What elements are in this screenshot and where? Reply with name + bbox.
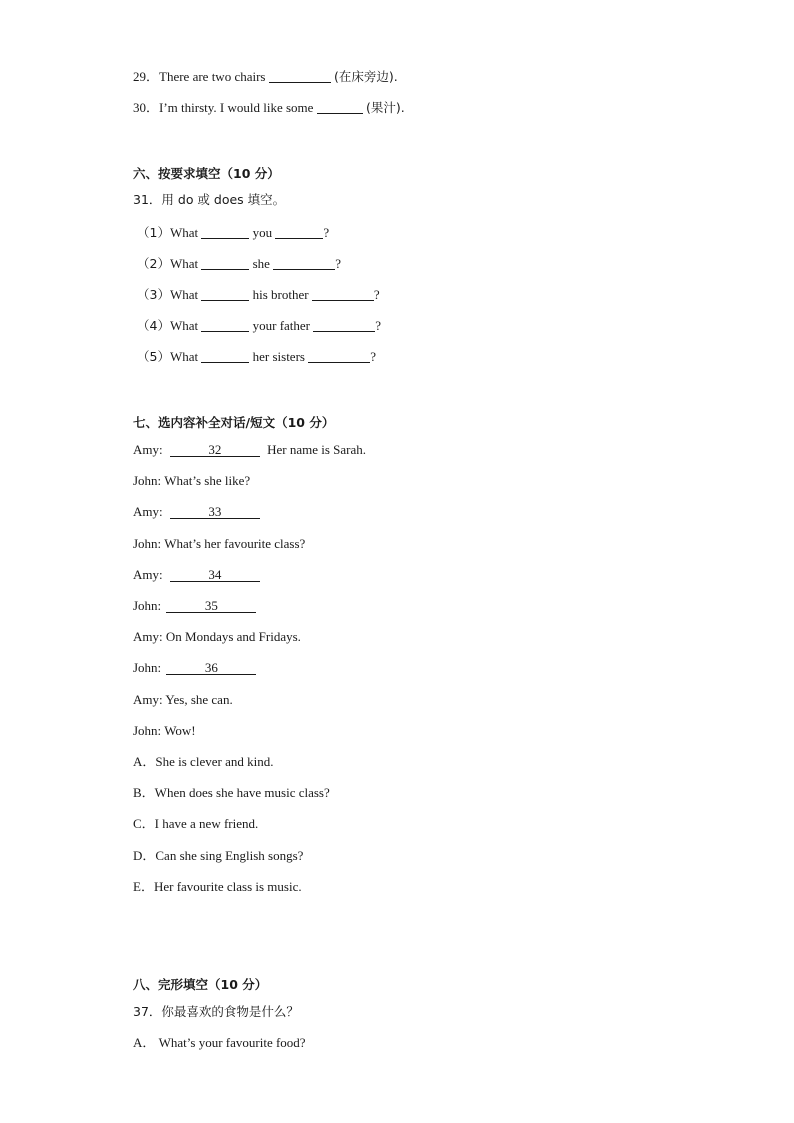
sub-end: ? bbox=[373, 287, 380, 302]
hint: (果汁). bbox=[365, 100, 405, 115]
answer-blank[interactable] bbox=[275, 225, 323, 239]
dialogue-line bbox=[133, 722, 196, 740]
section-6-title: 六、按要求填空（10 分） bbox=[133, 166, 280, 181]
sub-end: ? bbox=[370, 349, 376, 364]
answer-blank[interactable] bbox=[308, 349, 370, 363]
speaker: John: bbox=[133, 598, 162, 613]
dialogue-text: Wow! bbox=[164, 723, 196, 738]
answer-blank[interactable] bbox=[201, 349, 249, 363]
dialogue-text: Her name is Sarah. bbox=[267, 442, 367, 457]
speaker: John: bbox=[133, 660, 162, 675]
dialogue-text: What’s she like? bbox=[164, 473, 251, 488]
answer-blank[interactable] bbox=[201, 225, 249, 239]
answer-blank[interactable] bbox=[170, 568, 260, 582]
answer-blank[interactable] bbox=[170, 443, 260, 457]
dialogue-line bbox=[133, 597, 256, 615]
section-8-title: 八、完形填空（10 分） bbox=[133, 977, 268, 992]
question-number: 29． bbox=[133, 69, 160, 84]
option-letter: C． bbox=[133, 816, 155, 831]
dialogue-text: On Mondays and Fridays. bbox=[165, 629, 301, 644]
blank-number: 34 bbox=[208, 567, 222, 582]
option-text: She is clever and kind. bbox=[155, 754, 274, 769]
option-letter: B． bbox=[133, 785, 155, 800]
answer-blank[interactable] bbox=[313, 318, 375, 332]
blank-number: 32 bbox=[208, 442, 222, 457]
dialogue-line bbox=[133, 441, 366, 459]
question-37-option-a[interactable] bbox=[133, 1034, 306, 1052]
answer-blank[interactable] bbox=[273, 256, 335, 270]
sub-question-4 bbox=[137, 316, 381, 335]
option-d[interactable] bbox=[133, 847, 303, 865]
answer-blank[interactable] bbox=[201, 256, 249, 270]
sub-text: What bbox=[169, 225, 199, 240]
sub-text: his brother bbox=[252, 287, 309, 302]
answer-blank[interactable] bbox=[201, 287, 249, 301]
option-text: Can she sing English songs? bbox=[155, 848, 304, 863]
sub-text: you bbox=[252, 225, 273, 240]
option-text: Her favourite class is music. bbox=[153, 879, 302, 894]
speaker: John: bbox=[133, 473, 162, 488]
option-letter: D． bbox=[133, 848, 156, 863]
option-b[interactable] bbox=[133, 784, 330, 802]
sub-text: she bbox=[252, 256, 270, 271]
sub-question-3 bbox=[137, 285, 380, 304]
sub-text: What bbox=[169, 287, 199, 302]
sub-end: ? bbox=[335, 256, 341, 271]
option-letter: A． bbox=[133, 1035, 156, 1050]
question-29 bbox=[133, 67, 398, 86]
dialogue-line bbox=[133, 659, 256, 677]
section-7-title: 七、选内容补全对话/短文（10 分） bbox=[133, 415, 335, 430]
sub-text: What bbox=[169, 318, 199, 333]
speaker: Amy: bbox=[133, 629, 163, 644]
option-text: What’s your favourite food? bbox=[158, 1035, 306, 1050]
question-number: 30． bbox=[133, 100, 160, 115]
question-text: There are two chairs bbox=[159, 69, 266, 84]
answer-blank[interactable] bbox=[166, 599, 256, 613]
answer-blank[interactable] bbox=[201, 318, 249, 332]
sub-end: ? bbox=[323, 225, 330, 240]
sub-text: her sisters bbox=[252, 349, 305, 364]
option-text: When does she have music class? bbox=[154, 785, 330, 800]
speaker: Amy: bbox=[133, 567, 163, 582]
blank-number: 36 bbox=[204, 660, 218, 675]
answer-blank[interactable] bbox=[312, 287, 374, 301]
dialogue-line bbox=[133, 472, 250, 490]
dialogue-line bbox=[133, 628, 301, 646]
dialogue-line bbox=[133, 691, 233, 709]
dialogue-line bbox=[133, 566, 260, 584]
dialogue-line bbox=[133, 535, 305, 553]
sub-number: （5） bbox=[137, 349, 170, 364]
answer-blank[interactable] bbox=[317, 100, 363, 114]
question-31-prompt: 31．用 do 或 does 填空。 bbox=[133, 192, 286, 207]
blank-number: 35 bbox=[204, 598, 218, 613]
sub-question-2 bbox=[137, 254, 341, 273]
sub-number: （3） bbox=[137, 287, 170, 302]
answer-blank[interactable] bbox=[166, 661, 256, 675]
option-letter: A． bbox=[133, 754, 156, 769]
sub-end: ? bbox=[375, 318, 382, 333]
dialogue-text: What’s her favourite class? bbox=[164, 536, 306, 551]
question-37-prompt: 37．你最喜欢的食物是什么？ bbox=[133, 1004, 299, 1019]
answer-blank[interactable] bbox=[170, 505, 260, 519]
sub-number: （2） bbox=[137, 256, 170, 271]
sub-question-5 bbox=[137, 347, 376, 366]
speaker: Amy: bbox=[133, 442, 163, 457]
sub-number: （1） bbox=[137, 225, 170, 240]
sub-number: （4） bbox=[137, 318, 170, 333]
sub-question-1 bbox=[137, 223, 329, 242]
blank-number: 33 bbox=[208, 504, 222, 519]
speaker: Amy: bbox=[133, 692, 163, 707]
question-text: I’m thirsty. I would like some bbox=[159, 100, 314, 115]
option-a[interactable] bbox=[133, 753, 273, 771]
sub-text: your father bbox=[252, 318, 310, 333]
dialogue-text: Yes, she can. bbox=[165, 692, 233, 707]
sub-text: What bbox=[169, 256, 199, 271]
hint: (在床旁边). bbox=[334, 69, 398, 84]
speaker: John: bbox=[133, 723, 162, 738]
option-text: I have a new friend. bbox=[154, 816, 259, 831]
answer-blank[interactable] bbox=[269, 69, 331, 83]
question-30 bbox=[133, 98, 405, 117]
speaker: John: bbox=[133, 536, 162, 551]
option-c[interactable] bbox=[133, 815, 258, 833]
option-e[interactable] bbox=[133, 878, 302, 896]
sub-text: What bbox=[169, 349, 199, 364]
dialogue-line bbox=[133, 503, 260, 521]
speaker: Amy: bbox=[133, 504, 163, 519]
option-letter: E． bbox=[133, 879, 154, 894]
